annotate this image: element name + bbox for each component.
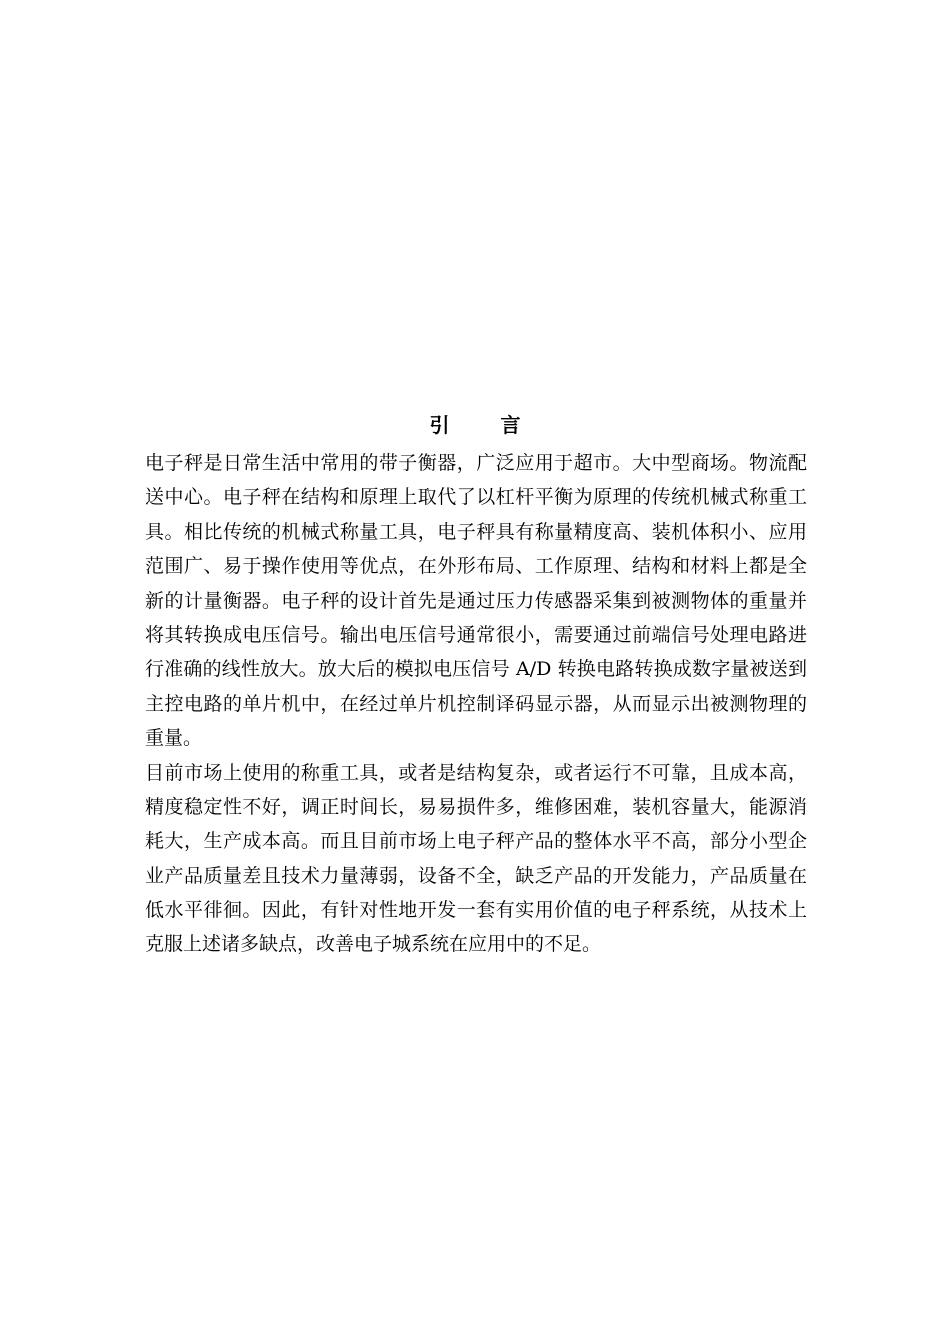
text-line: 业产品质量差且技术力量薄弱，设备不全，缺乏产品的开发能力，产品质量在 xyxy=(145,864,807,887)
text-line: 新的计量衡器。电子秤的设计首先是通过压力传感器采集到被测物体的重量并 xyxy=(145,589,807,612)
text-line: 重量。 xyxy=(145,727,203,750)
paragraph-1 xyxy=(145,446,807,756)
text-line: 主控电路的单片机中，在经过单片机控制译码显示器，从而显示出被测物理的 xyxy=(145,692,807,715)
text-line: 克服上述诸多缺点，改善电子城系统在应用中的不足。 xyxy=(145,933,602,956)
text-line: 耗大，生产成本高。而且目前市场上电子秤产品的整体水平不高，部分小型企 xyxy=(145,830,807,853)
text-line: 低水平徘徊。因此，有针对性地开发一套有实用价值的电子秤系统，从技术上 xyxy=(145,899,807,922)
text-line: 行准确的线性放大。放大后的模拟电压信号 A/D 转换电路转换成数字量被送到 xyxy=(145,658,807,681)
paragraph-2 xyxy=(145,756,807,962)
body-text xyxy=(145,446,807,962)
text-line: 目前市场上使用的称重工具，或者是结构复杂，或者运行不可靠，且成本高， xyxy=(145,761,807,784)
section-title: 引 言 xyxy=(429,413,543,437)
text-line: 将其转换成电压信号。输出电压信号通常很小，需要通过前端信号处理电路进 xyxy=(145,623,807,646)
text-line: 送中心。电子秤在结构和原理上取代了以杠杆平衡为原理的传统机械式称重工 xyxy=(145,486,807,509)
text-line: 具。相比传统的机械式称量工具，电子秤具有称量精度高、装机体积小、应用 xyxy=(145,520,807,543)
text-line: 范围广、易于操作使用等优点，在外形布局、工作原理、结构和材料上都是全 xyxy=(145,555,807,578)
text-line: 精度稳定性不好，调正时间长，易易损件多，维修困难，装机容量大，能源消 xyxy=(145,795,807,818)
text-line: 电子秤是日常生活中常用的带子衡器，广泛应用于超市。大中型商场。物流配 xyxy=(145,452,807,474)
